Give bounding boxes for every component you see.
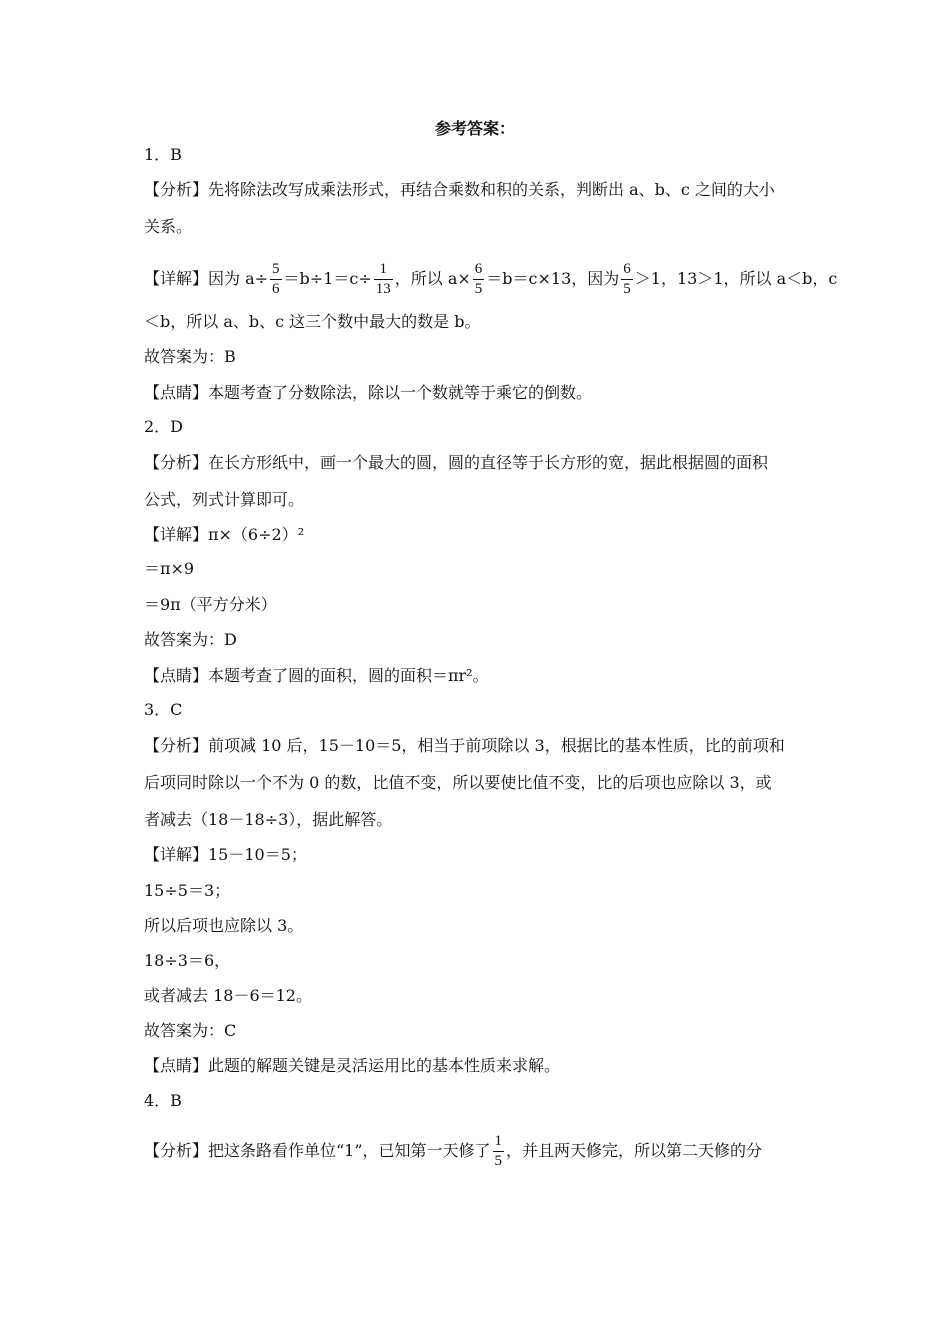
q1-detail-line-1 [144, 261, 838, 297]
q1-detail-part-b: ＝b÷1＝c÷ [283, 269, 372, 288]
q1-analysis-line-1: 【分析】先将除法改写成乘法形式，再结合乘数和积的关系，判断出 a、b、c 之间的大小 [144, 180, 775, 199]
q2-detail-line-3: ＝9π（平方分米） [144, 595, 277, 614]
q3-detail-line-3: 所以后项也应除以 3。 [144, 916, 304, 935]
q4-analysis-line-1 [144, 1134, 804, 1169]
q1-answer: 故答案为：B [144, 347, 236, 366]
q2-comment: 【点睛】本题考查了圆的面积，圆的面积＝πr²。 [144, 666, 489, 685]
q1-analysis-line-2: 关系。 [144, 217, 193, 236]
q2-analysis-line-1: 【分析】在长方形纸中，画一个最大的圆，圆的直径等于长方形的宽，据此根据圆的面积 [144, 453, 769, 472]
fraction-1-5: $\frac{1}{5}$ [494, 1133, 503, 1169]
q3-answer: 故答案为：C [144, 1021, 237, 1040]
q3-comment: 【点睛】此题的解题关键是灵活运用比的基本性质来求解。 [144, 1056, 561, 1075]
q3-analysis-line-1: 【分析】前项减 10 后，15－10＝5，相当于前项除以 3，根据比的基本性质，比的前项和 [144, 736, 785, 755]
fraction-6-5: $\frac{6}{5}$ [474, 261, 483, 297]
q1-head: 1．B [144, 145, 182, 164]
page-title: 参考答案： [434, 119, 515, 138]
q2-head: 2．D [144, 417, 184, 436]
q3-analysis-line-2: 后项同时除以一个不为 0 的数，比值不变，所以要使比值不变，比的后项也应除以 3，或 [144, 773, 772, 792]
q2-analysis-line-2: 公式，列式计算即可。 [144, 490, 305, 509]
q1-detail-part-e: ＞1，13＞1，所以 a＜b，c [634, 269, 838, 288]
q2-answer: 故答案为：D [144, 630, 237, 649]
fraction-5-6: $\frac{5}{6}$ [272, 261, 280, 297]
q4-analysis-part-a: 【分析】把这条路看作单位“1”，已知第一天修了 [144, 1141, 491, 1160]
q1-detail-part-c: ，所以 a× [394, 269, 471, 288]
fraction-6-5-second: $\frac{6}{5}$ [623, 261, 631, 297]
fraction-1-13: $\frac{1}{13}$ [375, 261, 391, 297]
q3-analysis-line-3: 者减去（18－18÷3），据此解答。 [144, 810, 393, 829]
q1-detail-part-a: 【详解】因为 a÷ [144, 269, 269, 288]
q1-detail-line-2: ＜b，所以 a、b、c 这三个数中最大的数是 b。 [144, 312, 481, 331]
q1-comment: 【点睛】本题考查了分数除法，除以一个数就等于乘它的倒数。 [144, 383, 593, 402]
q3-head: 3．C [144, 700, 183, 719]
q3-detail-line-2: 15÷5＝3； [144, 881, 231, 900]
q2-detail-line-1: 【详解】π×（6÷2）² [144, 525, 305, 544]
q3-detail-line-4: 18÷3＝6， [144, 951, 231, 970]
q3-detail-line-5: 或者减去 18－6＝12。 [144, 986, 312, 1005]
q2-detail-line-2: ＝π×9 [144, 559, 195, 578]
q3-detail-line-1: 【详解】15－10＝5； [144, 845, 307, 864]
q1-detail-part-d: ＝b＝c×13，因为 [486, 269, 620, 288]
q4-analysis-part-b: ，并且两天修完，所以第二天修的分 [506, 1141, 763, 1160]
q4-head: 4．B [144, 1091, 182, 1110]
